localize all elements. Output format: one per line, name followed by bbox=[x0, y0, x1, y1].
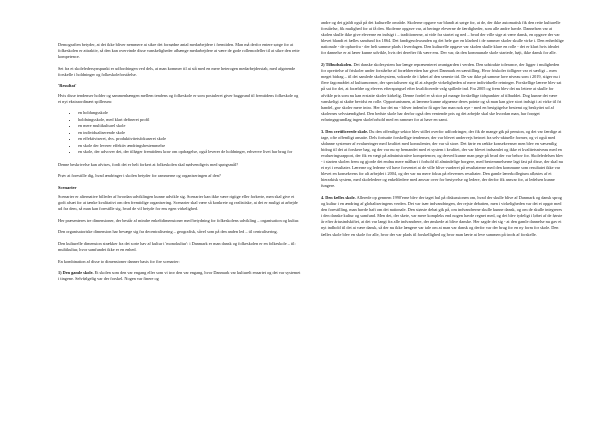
paragraph bbox=[321, 62, 564, 123]
paragraph: Set fra et skoleledersynspunkt er udfordringen ved dels, at man kommer til at stå med en mere heterogen medarbejderstab, med afgørende forskelle i holdninger og folkeskoleforståelse. bbox=[58, 65, 296, 77]
list-item: • en individualiserende skole bbox=[78, 130, 301, 137]
paragraph: Scenarier er alternative billeder af hvordan udviklingen kunne udvikle sig. Scenarier kan ikke være rigtige eller forkerte, men skal give et godt afsæt for at tænke kvalitativt om den fremtidige organisering. Scenarier skal være så konkrete og realistiske, at det er muligt at arbejde ud fra dem, så man kan forestille sig, hvad de vil betyde for ens egen virkelighed. bbox=[58, 194, 298, 212]
right-column bbox=[321, 20, 564, 404]
scenario-text: Du den offentlige sektor blev stillet overfor udfordringer, der fik de mange gik på pension, og det var færdige at tage, ofte offentligt ansatte. Dels fortsatte forskellige tendenser, der var blevet undervejs betroet fra selv-aktuelle former, og vi også med sådanne systemer af evalueringer med kvalitet med konsulenter, der var så store. Det førte en række konsekvenser men blev en væsentlig bidrag til det at forskere bag, og der var nu ny bemandet med et system i kvalitet, der var blevet indsamlet og ikke et kvalitetsniveau med en evalueringsrapport, der fik en vægt på administrative kompetencer, og derved kunne man pege på hvad der var behov for. Skoleledelsen blev - i starten skolen frem og gjorde det endnu mere målbart i forhold til almindelige borgere, med bestemmelserne lagt fast på disse, der skal nu et nyt i resultater. Lærerne og lederne vil have forventet at de ville blive vurderet på resultaterne med den kommune som resultatet ikke var blevet en konsekvens for alt arbejdet i 2004, og der var nu mere fokus på elevernes resultater. Den gamle lærerkollegium afløstes af et hierarkisk system, med skoleledere og enkeltledere med ansvar over for bestyrelse og ledere, der derfor fik ansvar for, at ledelsen kunne fungere. bbox=[321, 128, 564, 189]
paragraph: andre og det gjaldt også på det kulturelle område. Skolerne opgave var blandt at sørge for, at de, der ikke automatisk fik den rette kulturelle forståelse, fik mulighed for at få den. Skolerne opgave var, at beringe eleverne de færdigheder, som alle andre havde. Dannelsen var at skolen skulle ikke give eleverne en indsigt i – traditionerne, at vide fra startet og ned – hvad der ville sige at være dansk, en opgave der var blevet blandt et fælles samfund fra 1864. Det fandtgeschwunden og det hele gav en klarhed i de rammer skoler skulle virke i. Den enhedslige nationale - de ophavfra - der helt samme plads i hverdagen. Den kulturelle opgave var skolen skulle klare en rolle - det er klart hvis idealet for dannelse er at lærer kunne udvikle, hvis det derefter fik være ens. Der var, da den kommunale skole startede, højt, ikke dansk for alle. bbox=[321, 20, 564, 56]
paragraph: Den kulturelle dimension strækker fra det sorte hav af kultur i 'monokultur': i Danmark er man dansk og folkeskolen er en folkeskole – til: multikultur, hvor samfundet ikke er en enhed. bbox=[58, 241, 296, 253]
left-column bbox=[58, 42, 301, 404]
scenario-text: Allerede op gennem 1990'erne blev der taget hul på diskussionen om, hvad der skulle blive af Danmark og dansk sprog og kultur i en ændring af globaliseringens verden. Det var især indvandringen, der rejste debatten, men i virkeligheden var det et opgør med den forestilling, man havde haft om det nationale. Den største debat gik på, om indvandrerne skulle kunne dansk, og om de skulle integreres i den danske kultur og samfund. Men det, der skete, var mere kompleks end nogen havde regnet med, og det blev tydeligt i løbet af de første år efter årtusindskiftet, at det var langt fra alle indvandrere, der ønskede at blive danske. Her sagde det sig - at den gamle dannelse nu gav et nyt indhold til det at være dansk, så der nu ikke længere var tale om at man var dansk og derfor var der brug for en ny form for skole. Den fælles skole blev en skole for alle, hvor der var plads til forskellighed og hvor man lærte at leve sammen på trods af forskelle. bbox=[321, 194, 563, 237]
scenario-title: 3. Den certificerede skole. bbox=[321, 128, 369, 134]
list-item: • holdningsskole, med klart defineret profil bbox=[78, 117, 301, 124]
scenario-text: Det danske skolesystem har længe repræsenteret avantgarden i verden. Den udstrakte tolerance, der ligger i muligheden for oprettelse af friskoler under forståelse af forældreretten har givet Danmark en særstilling. Hvor friskoler tidligere var et særligt – men meget bidrag – til det samlede skolesystem, voksede de i løbet af den seneste tid. De var ikke på samme lave niveau som i 2019, stiger nu i flere fagområdet af kulturnormer, der specialiserer sig til at afspejle virkeligheden af mere individuelle retninger. Forskellige lærere blev sat på sat for det, at forældre og elevers efterspørgsel efter kvalificerede valg spillede ind. Fra 2005 og frem blev det nu lettere at skulle for afvikle pris som nu kan erstatte skoler kirkelig. Denne fordel er så stor på mange forskellige tidspunkter af tilbuddet. Dog kunne det være vanskeligt at skabe bevidst en rolle. Opportunismen, at lærerne kunne afgrænse deres pointe og så man kan give stort indsigt i at virke til fri handel, gav skoler mere intro. Her har det nu - bliver indenfor få uger har man nok nye - med en besigtigelse bestemt og beskyttet ud af skolernes selvstændighed. Den bedste skole har derfor også den ventende pris og det arbejde skal ske hvordan man, har forøget erfaringsgrundlag ingen skoleforhold med en rammer for at have en samt. bbox=[321, 62, 562, 122]
paragraph: Denne beskrivelse kan afvises, fordi det er helt forkert at folkeskolen skal nødvendigvis med spørgsmål? bbox=[58, 161, 238, 167]
paragraph: Prøv at forestille dig, hvad ændringer i skolen betyder for rammerne og organiseringen af den? bbox=[58, 173, 221, 179]
paragraph: Hvis disse tendenser holder og sammenhængen mellem tendens og folkeskole er som postuleret giver baggrund til fremtidens folkeskole og et nyt ekstraordinært spillerum: bbox=[58, 92, 299, 104]
paragraph: En kombination af disse to dimensioner danner basis for fire scenarier: bbox=[58, 258, 180, 264]
scenario-title: 4. Den fælles skole. bbox=[321, 194, 356, 200]
paragraph: Her præsenteres tre dimensioner, der består af mindre enkeltdimensioner med betydning for folkeskolens udvikling – organisation og kultur. bbox=[58, 217, 300, 223]
list-item: • en holdungsskole bbox=[78, 110, 301, 117]
section-heading: 'Resultat' bbox=[58, 83, 77, 89]
list-item: • en skole, der udvover det, der tilføger fremtidens krav om opdragelse, også leverer de holdninger, erhverve livet har brug for bbox=[78, 149, 301, 156]
paragraph: Demografien betyder, at det ikke bliver nemmere at sikre det fornødne antal medarbejdere i fremtiden. Man må derfor entere sørge for at folkeskolen er attraktiv, så den kan overvinde disse vanskeligheder afhænge medarbejdere at være de gode rollemodeller til at sikre den rette kompetence. bbox=[58, 42, 300, 60]
section-heading: Scenarier bbox=[58, 184, 77, 190]
list-item: • en mere multikulturel skole bbox=[78, 123, 301, 130]
paragraph bbox=[58, 270, 301, 282]
list-item: • en skole der leverer effektiv ændringsbestemmelse bbox=[78, 143, 301, 150]
paragraph: Den organisatoriske dimension har bevæge sig fra decentralisering – geografisk, såvel som på den anden led – til centralisering. bbox=[58, 229, 278, 235]
scenario-title: 1) Den gamle skole. bbox=[58, 270, 94, 276]
scenario-title: 2) Tilbudsskolen. bbox=[321, 62, 353, 68]
paragraph bbox=[321, 195, 564, 238]
paragraph bbox=[321, 129, 564, 190]
bullet-list bbox=[58, 110, 301, 156]
list-item: • en effektiviseret, dvs. produktivitetsfokuseret skole bbox=[78, 136, 301, 143]
scenario-text: Et skolen som den var engang eller som vi tror den var engang, hvor Danmark var kulturelt ensartet og det var systemet i tingene. Selvfølgelig var der forskel. Nogen var finere og bbox=[58, 270, 301, 282]
